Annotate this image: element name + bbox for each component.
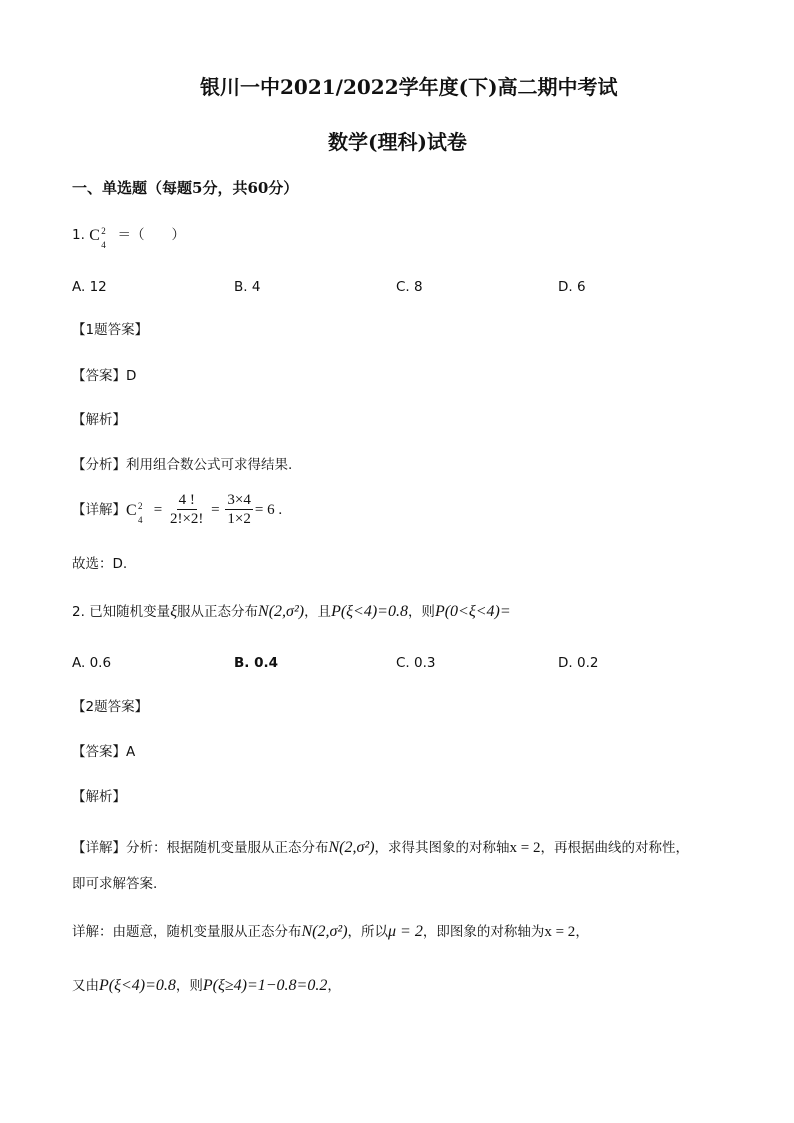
mu-value: μ = 2 (388, 923, 423, 940)
solve-2: 详解：由题意，随机变量服从正态分布N(2,σ²)，所以μ = 2，即图象的对称轴为x = 2， (72, 923, 589, 940)
analysis-label-1: 【解析】 (72, 412, 126, 428)
question-number: 1. (72, 227, 85, 243)
exam-subtitle: 数学(理科)试卷 (328, 130, 467, 154)
option-b: B. 0.4 (234, 655, 279, 671)
option-b: B. 4 (234, 279, 261, 295)
question-2-stem: 2. 已知随机变量ξ服从正态分布N(2,σ²)，且P(ξ<4)=0.8，则P(0<ξ<4)= (72, 603, 511, 620)
combination-symbol: C 2 4 (89, 225, 113, 245)
combination-top: 2 (101, 226, 106, 236)
option-d: D. 0.2 (558, 655, 599, 671)
combination-symbol: C 2 4 (126, 500, 143, 525)
detail-1: 【详解】 C 2 4 = $\frac{4 !}{2!\times 2!}$ = $\frac{3\times 4}{1\times 2}$ = 6 . (72, 492, 283, 527)
target-probability: P(0<ξ<4)= (434, 603, 511, 620)
question-1-stem (72, 225, 185, 250)
also-2: 又由P(ξ<4)=0.8，则P(ξ≥4)=1−0.8=0.2， (72, 977, 341, 994)
option-d: D. 6 (558, 279, 586, 295)
fraction-factorial: $\frac{4 !}{2!\times 2!}$ (169, 492, 204, 527)
condition: P(ξ<4)=0.8 (331, 603, 408, 620)
option-c: C. 0.3 (396, 655, 436, 671)
symmetry-axis: x = 2 (509, 840, 541, 856)
answer-1: 【答案】D (72, 368, 137, 384)
section-heading: 一、单选题（每题5分，共60分） (72, 179, 299, 197)
analysis-label-2: 【解析】 (72, 789, 126, 805)
xi-symbol: ξ (170, 603, 178, 620)
normal-distribution: N(2,σ²) (258, 603, 305, 620)
detail-2-line1: 【详解】分析：根据随机变量服从正态分布N(2,σ²)，求得其图象的对称轴x = 2，再根据曲线的对称性， (72, 839, 689, 856)
answer-2: 【答案】A (72, 744, 136, 760)
fraction-product: $\frac{3\times 4}{1\times 2}$ (227, 492, 251, 527)
question-1-tail: ＝（ ） (117, 227, 185, 243)
complement-calc: P(ξ≥4)=1−0.8=0.2 (202, 977, 328, 994)
combination-bottom: 4 (101, 240, 106, 250)
option-a: A. 12 (72, 279, 107, 295)
exam-title: 银川一中2021/2022学年度(下)高二期中考试 (200, 75, 618, 99)
detail-2-line2: 即可求解答案. (72, 876, 158, 892)
option-a: A. 0.6 (72, 655, 112, 671)
answer-header-1: 【1题答案】 (72, 322, 149, 338)
conclusion-1: 故选：D. (72, 556, 128, 572)
analysis-fenxi-1: 【分析】利用组合数公式可求得结果. (72, 457, 293, 473)
answer-header-2: 【2题答案】 (72, 699, 149, 715)
detail-result: = 6 . (254, 501, 283, 518)
detail-label: 【详解】 (72, 501, 126, 518)
option-c: C. 8 (396, 279, 423, 295)
